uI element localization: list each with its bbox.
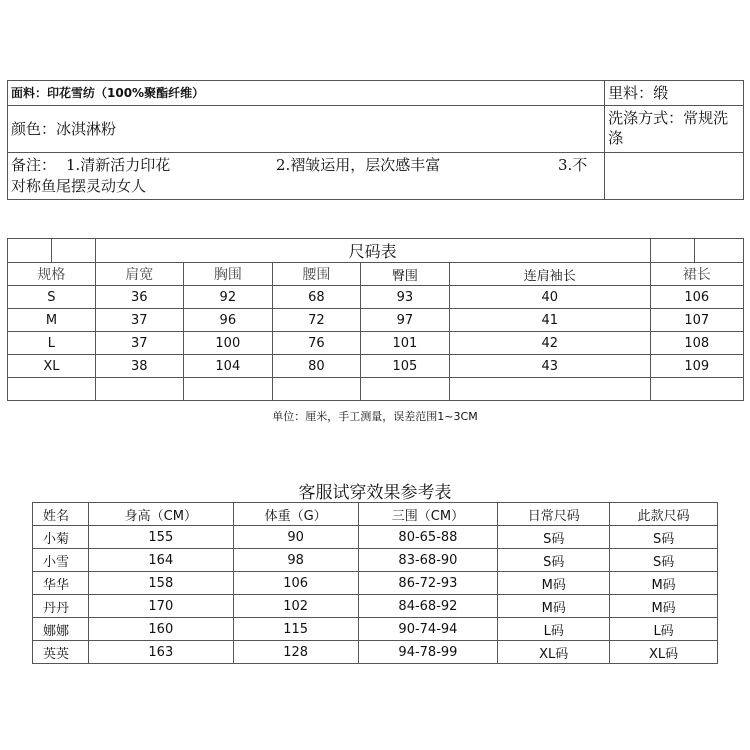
washing-cell: 洗涤方式：常规洗涤 [605, 106, 744, 153]
size-table-header: 规格 肩宽 胸围 腰围 臀围 连肩袖长 裙长 [8, 263, 744, 286]
notes-cell [8, 153, 605, 200]
fabric-cell: 面料：印花雪纺（100%聚酯纤维） [8, 81, 605, 106]
tryon-title: 客服试穿效果参考表 [298, 483, 452, 503]
size-table-title: 尺码表 [95, 239, 650, 263]
tryon-row: 小菊 155 90 80-65-88 S码 S码 [33, 526, 718, 549]
size-note: 单位：厘米，手工测量，误差范围1~3CM [272, 410, 478, 423]
tryon-row: 丹丹 170 102 84-68-92 M码 M码 [33, 595, 718, 618]
product-info-table [7, 80, 744, 200]
note-1: 1.清新活力印花 [66, 156, 171, 174]
color-cell: 颜色：冰淇淋粉 [8, 106, 605, 153]
size-row: L 37 100 76 101 42 108 [8, 332, 744, 355]
note-2: 2.褶皱运用，层次感丰富 [276, 156, 441, 174]
tryon-row: 小雪 164 98 83-68-90 S码 S码 [33, 549, 718, 572]
empty-cell [605, 153, 744, 200]
tryon-table [32, 502, 718, 664]
tryon-row: 娜娜 160 115 90-74-94 L码 L码 [33, 618, 718, 641]
tryon-row: 华华 158 106 86-72-93 M码 M码 [33, 572, 718, 595]
size-row: M 37 96 72 97 41 107 [8, 309, 744, 332]
size-table [7, 238, 744, 401]
tryon-header: 姓名 身高（CM） 体重（G） 三围（CM） 日常尺码 此款尺码 [33, 503, 718, 526]
lining-cell: 里料：缎 [605, 81, 744, 106]
tryon-row: 英英 163 128 94-78-99 XL码 XL码 [33, 641, 718, 664]
size-row: XL 38 104 80 105 43 109 [8, 355, 744, 378]
notes-label: 备注： [11, 156, 57, 174]
size-row: S 36 92 68 93 40 106 [8, 286, 744, 309]
note-3: 3.不 [558, 156, 588, 174]
note-3-continued: 对称鱼尾摆灵动女人 [11, 177, 147, 195]
